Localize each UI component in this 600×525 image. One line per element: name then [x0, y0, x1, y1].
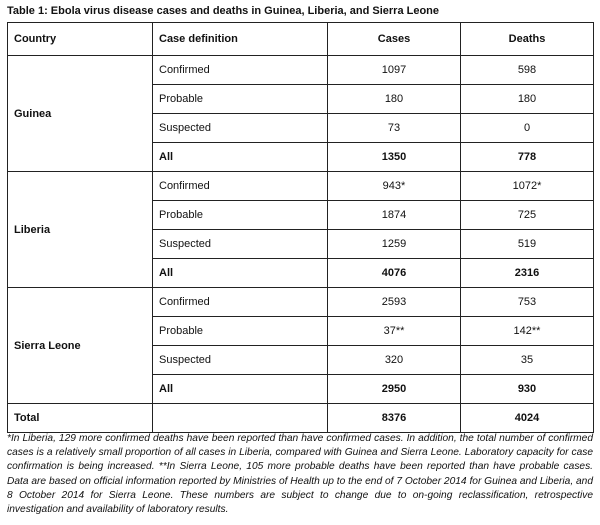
deaths-value: 35 — [461, 346, 594, 375]
case-definition: All — [153, 375, 328, 404]
deaths-value: 519 — [461, 230, 594, 259]
total-label: Total — [8, 404, 153, 433]
case-definition: Confirmed — [153, 288, 328, 317]
cases-value: 73 — [328, 114, 461, 143]
case-definition: All — [153, 143, 328, 172]
cases-value: 180 — [328, 85, 461, 114]
table-row — [8, 56, 594, 85]
case-definition: Probable — [153, 317, 328, 346]
cases-value: 1097 — [328, 56, 461, 85]
case-definition: All — [153, 259, 328, 288]
deaths-value: 1072* — [461, 172, 594, 201]
country-liberia: Liberia — [8, 172, 153, 288]
cases-value: 943* — [328, 172, 461, 201]
deaths-value: 0 — [461, 114, 594, 143]
table-row-total — [8, 404, 594, 433]
case-definition: Confirmed — [153, 56, 328, 85]
deaths-value: 142** — [461, 317, 594, 346]
case-definition: Suspected — [153, 346, 328, 375]
header-deaths: Deaths — [461, 23, 594, 56]
table-row — [8, 288, 594, 317]
cases-value: 2950 — [328, 375, 461, 404]
table-title: Table 1: Ebola virus disease cases and deaths in Guinea, Liberia, and Sierra Leone — [7, 5, 440, 17]
header-case-definition: Case definition — [153, 23, 328, 56]
ebola-table — [7, 22, 594, 433]
deaths-value: 598 — [461, 56, 594, 85]
cases-value: 37** — [328, 317, 461, 346]
deaths-value: 2316 — [461, 259, 594, 288]
table-row — [8, 172, 594, 201]
deaths-value: 180 — [461, 85, 594, 114]
header-country: Country — [8, 23, 153, 56]
cases-value: 4076 — [328, 259, 461, 288]
cases-value: 1259 — [328, 230, 461, 259]
total-cases: 8376 — [328, 404, 461, 433]
deaths-value: 725 — [461, 201, 594, 230]
deaths-value: 930 — [461, 375, 594, 404]
total-deaths: 4024 — [461, 404, 594, 433]
country-sierra-leone: Sierra Leone — [8, 288, 153, 404]
cases-value: 2593 — [328, 288, 461, 317]
cases-value: 320 — [328, 346, 461, 375]
deaths-value: 778 — [461, 143, 594, 172]
total-empty-cell — [153, 404, 328, 433]
deaths-value: 753 — [461, 288, 594, 317]
case-definition: Suspected — [153, 114, 328, 143]
header-cases: Cases — [328, 23, 461, 56]
country-guinea: Guinea — [8, 56, 153, 172]
case-definition: Confirmed — [153, 172, 328, 201]
cases-value: 1874 — [328, 201, 461, 230]
header-row — [8, 23, 594, 56]
cases-value: 1350 — [328, 143, 461, 172]
case-definition: Suspected — [153, 230, 328, 259]
case-definition: Probable — [153, 85, 328, 114]
case-definition: Probable — [153, 201, 328, 230]
footnote: *In Liberia, 129 more confirmed deaths have been reported than have confirmed cases. In addition, the total number of confirmed cases is a relatively small proportion of all cases in Liberia, compared with Guinea and Sierra Leone. Laboratory capacity for case confirmation is being increased. **In Sierra Leone, 105 more probable deaths have been reported than have probable cases. Data are based on official information reported by Ministries of Health up to the end of 7 October 2014 for Guinea and Liberia, and 8 October 2014 for Sierra Leone. These numbers are subject to change due to on-going reclassification, retrospective investigation and availability of laboratory results. — [7, 433, 593, 516]
